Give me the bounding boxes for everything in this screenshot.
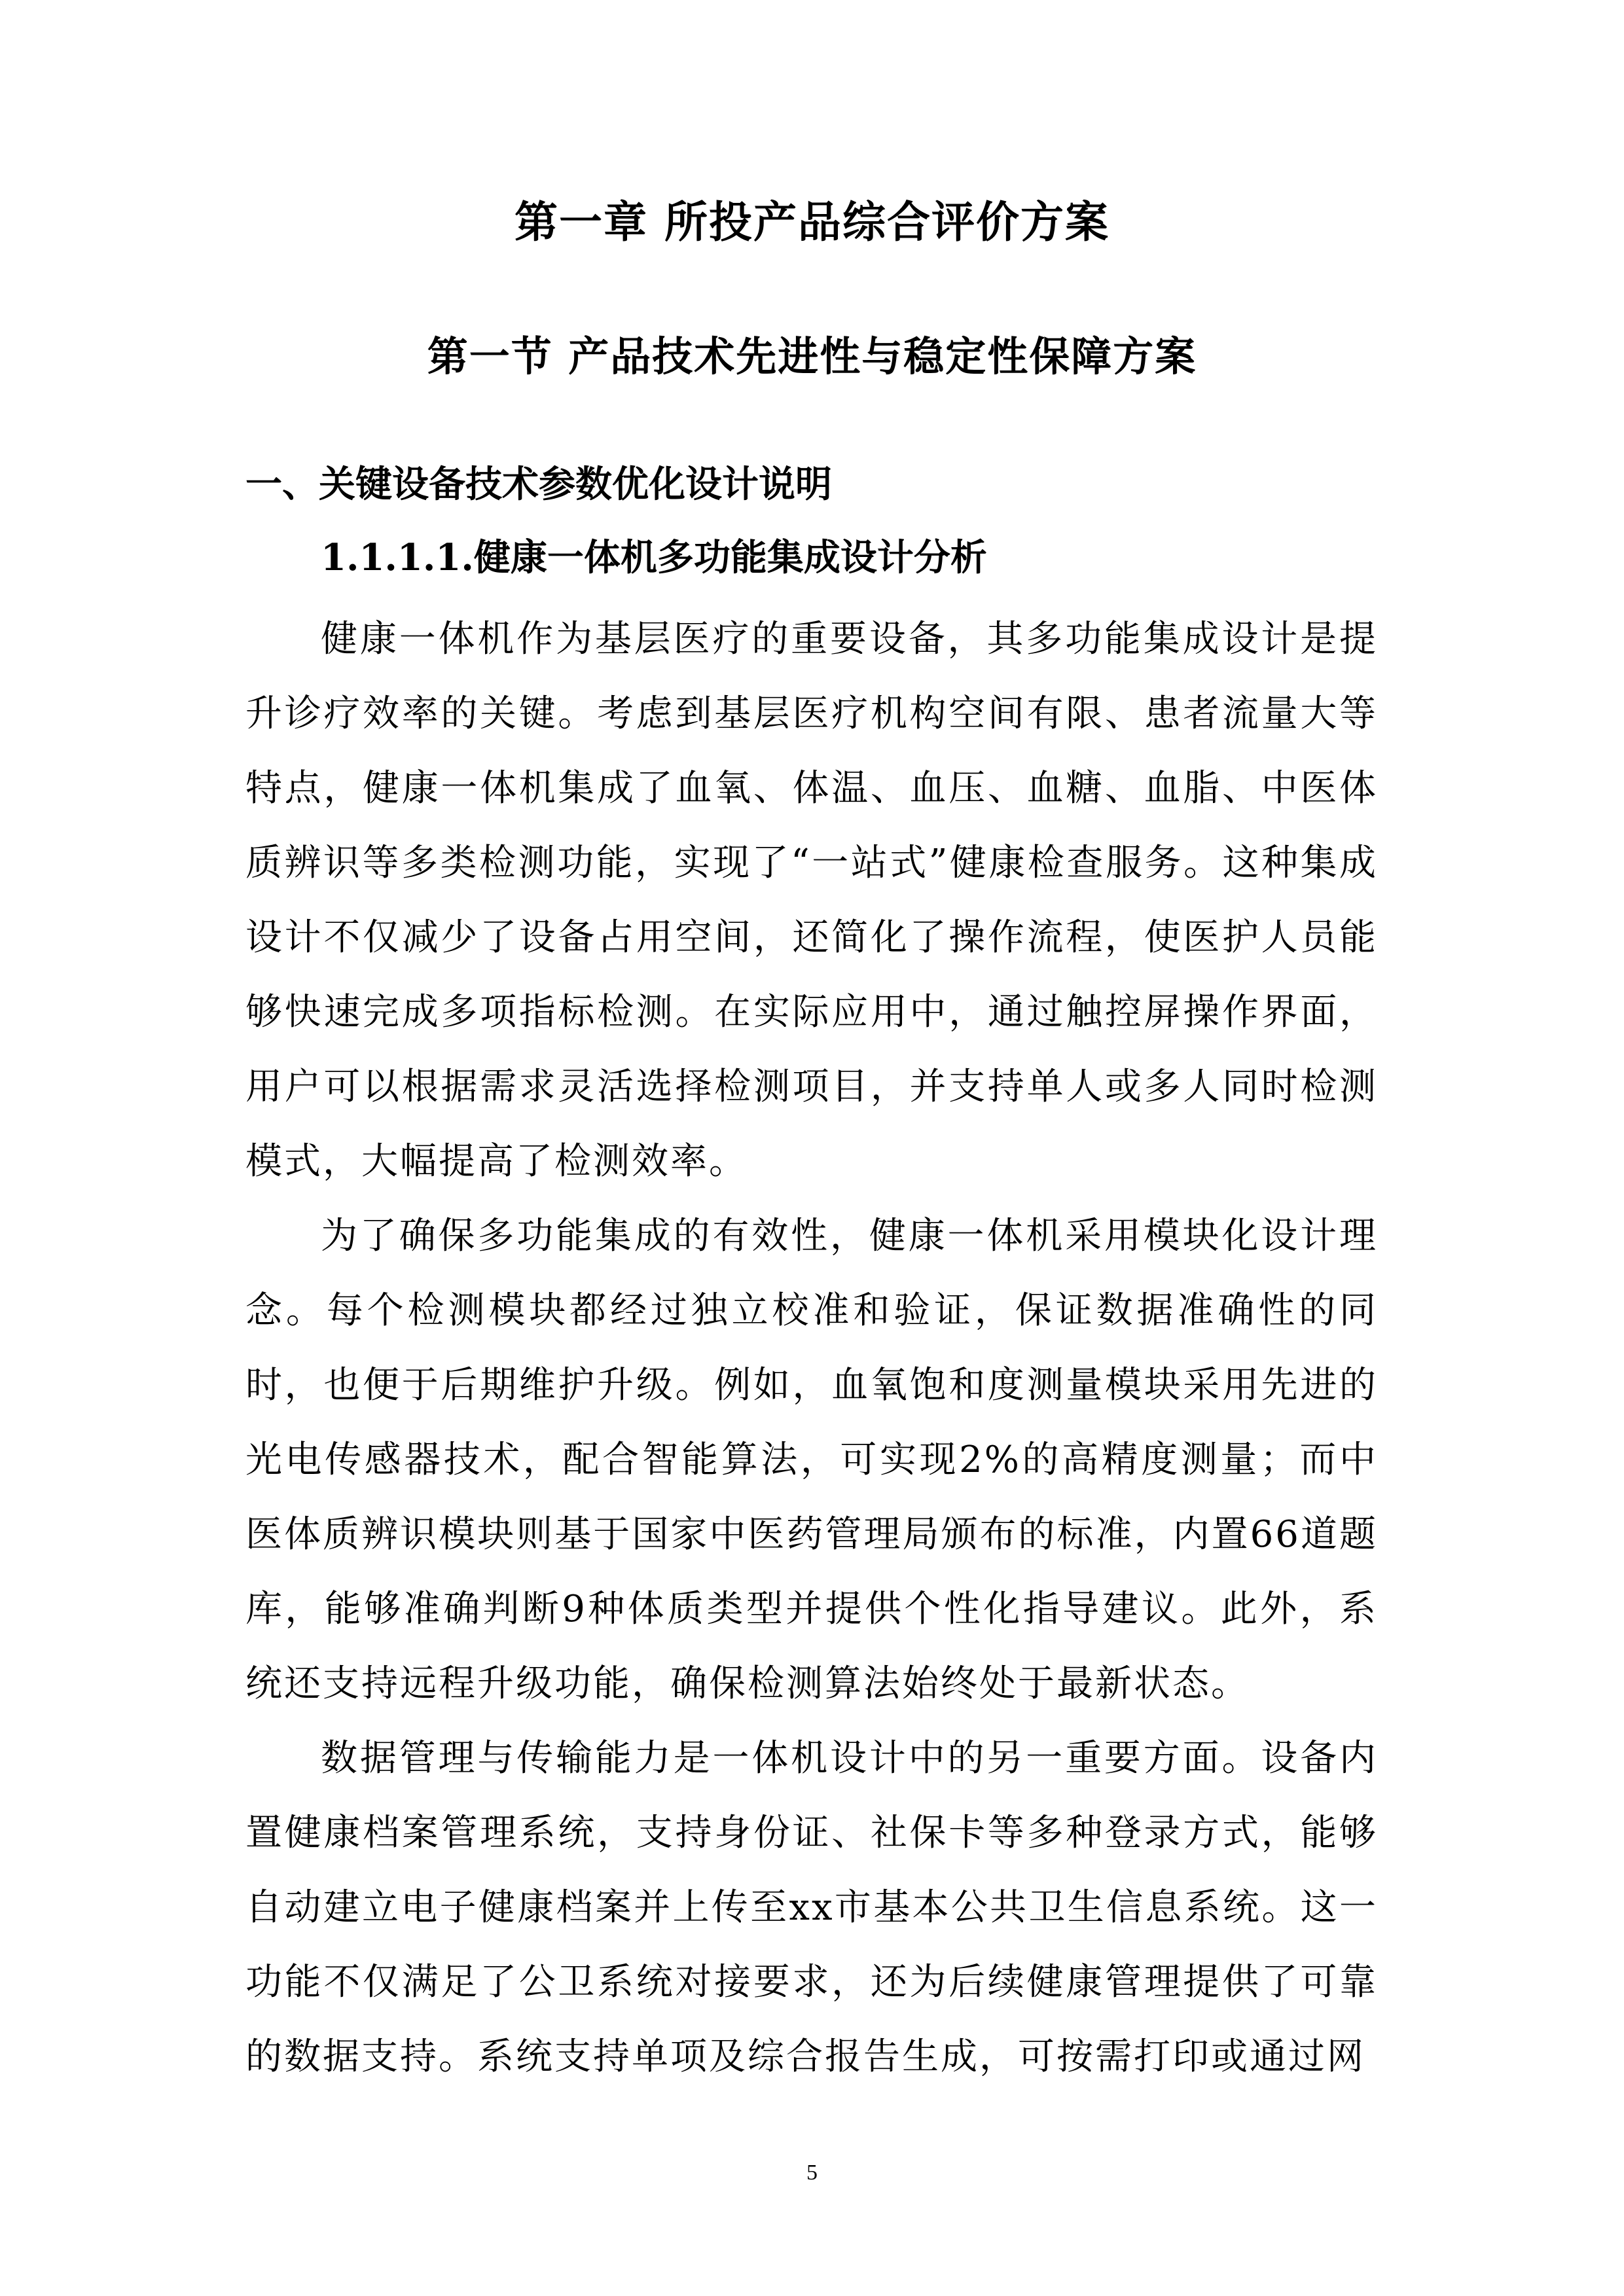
body-text	[245, 602, 1378, 2094]
chapter-title: 第一章 所投产品综合评价方案	[514, 197, 1110, 247]
section-title: 第一节 产品技术先进性与稳定性保障方案	[427, 332, 1197, 380]
page-number: 5	[806, 2161, 818, 2185]
paragraph-1: 健康一体机作为基层医疗的重要设备，其多功能集成设计是提升诊疗效率的关键。考虑到基层医疗机构空间有限、患者流量大等特点，健康一体机集成了血氧、体温、血压、血糖、血脂、中医体质辨识等多类检测功能，实现了“一站式”健康检查服务。这种集成设计不仅减少了设备占用空间，还简化了操作流程，使医护人员能够快速完成多项指标检测。在实际应用中，通过触控屏操作界面，用户可以根据需求灵活选择检测项目，并支持单人或多人同时检测模式，大幅提高了检测效率。	[245, 618, 1378, 1183]
paragraph-2: 为了确保多功能集成的有效性，健康一体机采用模块化设计理念。每个检测模块都经过独立校准和验证，保证数据准确性的同时，也便于后期维护升级。例如，血氧饱和度测量模块采用先进的光电传感器技术，配合智能算法，可实现2%的高精度测量；而中医体质辨识模块则基于国家中医药管理局颁布的标准，内置66道题库，能够准确判断9种体质类型并提供个性化指导建议。此外，系统还支持远程升级功能，确保检测算法始终处于最新状态。	[245, 1215, 1378, 1705]
heading-level-1: 一、关键设备技术参数优化设计说明	[245, 463, 832, 506]
paragraph-3: 数据管理与传输能力是一体机设计中的另一重要方面。设备内置健康档案管理系统，支持身份证、社保卡等多种登录方式，能够自动建立电子健康档案并上传至xx市基本公共卫生信息系统。这一功能不仅满足了公卫系统对接要求，还为后续健康管理提供了可靠的数据支持。系统支持单项及综合报告生成，可按需打印或通过网	[245, 1737, 1378, 2078]
heading-level-2: 1.1.1.1.健康一体机多功能集成设计分析	[321, 536, 987, 579]
